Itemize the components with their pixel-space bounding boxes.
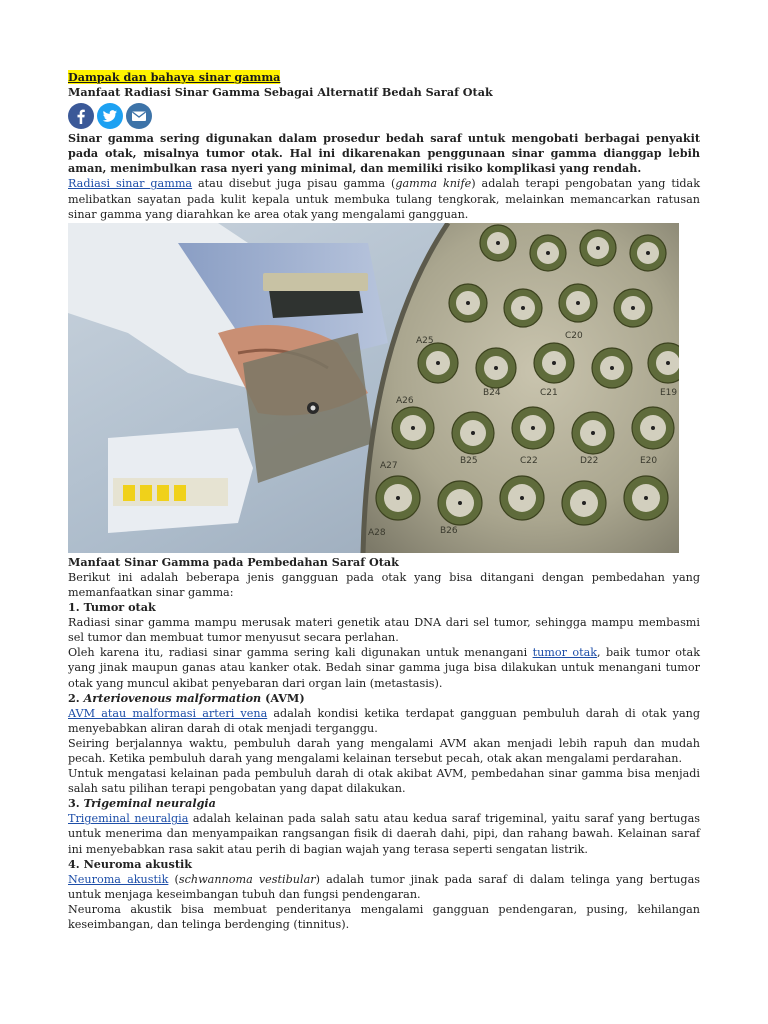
item-heading-trigeminal: 3. Trigeminal neuralgia bbox=[68, 796, 216, 811]
twitter-icon bbox=[97, 103, 123, 129]
article bbox=[68, 70, 700, 932]
intro-definition: Radiasi sinar gamma atau disebut juga pisau gamma (gamma knife) adalah terapi pengobatan yang tidak melibatkan sayatan pada kulit kepala untuk membuka tulang tengkorak, melainkan memancarkan ratusan sinar gamma yang diarahkan ke area otak yang mengalami gangguan. bbox=[68, 177, 701, 221]
photo-label: E19 bbox=[660, 387, 678, 398]
section-lead: Berikut ini adalah beberapa jenis gangguan pada otak yang bisa ditangani dengan pembedahan yang memanfaatkan sinar gamma: bbox=[68, 570, 700, 599]
facebook-share-button[interactable] bbox=[68, 103, 94, 129]
facebook-icon bbox=[68, 103, 94, 129]
intro bbox=[68, 131, 700, 222]
photo-label: A25 bbox=[416, 335, 434, 346]
share-bar bbox=[68, 103, 700, 129]
twitter-share-button[interactable] bbox=[97, 103, 123, 129]
email-icon bbox=[126, 103, 152, 129]
photo-label: C22 bbox=[520, 455, 538, 466]
article-subtitle: Manfaat Radiasi Sinar Gamma Sebagai Alternatif Bedah Saraf Otak bbox=[68, 85, 493, 100]
avm-paragraph-3: Untuk mengatasi kelainan pada pembuluh darah di otak akibat AVM, pembedahan sinar gamma bisa menjadi salah satu pilihan terapi pengobatan yang dapat dilakukan. bbox=[68, 767, 700, 796]
item-heading-neuroma: 4. Neuroma akustik bbox=[68, 856, 192, 871]
link-avm[interactable]: AVM atau malformasi arteri vena bbox=[68, 706, 268, 720]
link-tumor-otak[interactable]: tumor otak bbox=[532, 646, 598, 660]
photo-label: B26 bbox=[440, 525, 458, 536]
photo-label: C21 bbox=[540, 387, 558, 398]
photo-label: A27 bbox=[380, 460, 398, 471]
neuroma-paragraph-2: Neuroma akustik bisa membuat penderitanya mengalami gangguan pendengaran, pusing, kehilangan keseimbangan, dan telinga berdenging (tinnitus). bbox=[68, 902, 700, 931]
neuroma-paragraph-1: Neuroma akustik (schwannoma vestibular) adalah tumor jinak pada saraf di dalam telinga yang bertugas untuk menjaga keseimbangan tubuh dan fungsi pendengaran. bbox=[68, 872, 700, 901]
email-share-button[interactable] bbox=[126, 103, 152, 129]
avm-paragraph-2: Seiring berjalannya waktu, pembuluh darah yang mengalami AVM akan menjadi lebih rapuh dan mudah pecah. Ketika pembuluh darah yang mengalami kelainan tersebut pecah, otak akan mengalami perdarahan. bbox=[68, 736, 700, 765]
photo-label: A28 bbox=[368, 527, 386, 538]
avm-paragraph-1: AVM atau malformasi arteri vena adalah kondisi ketika terdapat gangguan pembuluh darah di otak yang menyebabkan aliran darah di otak menjadi terganggu. bbox=[68, 706, 700, 735]
gamma-knife-photo bbox=[68, 223, 679, 553]
photo-label: A26 bbox=[396, 395, 414, 406]
tumor-paragraph-2: Oleh karena itu, radiasi sinar gamma sering kali digunakan untuk menangani tumor otak, baik tumor otak yang jinak maupun ganas atau kanker otak. Bedah sinar gamma juga bisa dilakukan untuk menangani tumor otak yang muncul akibat penyebaran dari organ lain (metastasis). bbox=[68, 646, 700, 690]
photo-label: D22 bbox=[580, 455, 599, 466]
photo-label: E20 bbox=[640, 455, 658, 466]
intro-paragraph: Sinar gamma sering digunakan dalam prosedur bedah saraf untuk mengobati berbagai penyakit pada otak, misalnya tumor otak. Hal ini dikarenakan penggunaan sinar gamma dianggap lebih aman, menimbulkan rasa nyeri yang minimal, dan memiliki risiko komplikasi yang rendah. bbox=[68, 131, 700, 176]
link-trigeminal-neuralgia[interactable]: Trigeminal neuralgia bbox=[68, 812, 189, 826]
photo-label: B25 bbox=[460, 455, 478, 466]
section-heading: Manfaat Sinar Gamma pada Pembedahan Saraf Otak bbox=[68, 554, 399, 569]
title-link[interactable]: Dampak dan bahaya sinar gamma bbox=[68, 70, 281, 84]
trigeminal-paragraph: Trigeminal neuralgia adalah kelainan pada salah satu atau kedua saraf trigeminal, yaitu saraf yang bertugas untuk menerima dan menyampaikan rangsangan fisik di daerah dahi, pipi, dan rahang bawah. Kelainan saraf ini menyebabkan rasa sakit atau perih di bagian wajah yang terasa seperti sengatan listrik. bbox=[68, 812, 701, 856]
item-heading-avm: 2. Arteriovenous malformation (AVM) bbox=[68, 690, 305, 705]
link-radiasi-sinar-gamma[interactable]: Radiasi sinar gamma bbox=[68, 177, 193, 191]
tumor-paragraph-1: Radiasi sinar gamma mampu merusak materi genetik atau DNA dari sel tumor, sehingga mampu membasmi sel tumor dan membuat tumor menyusut secara perlahan. bbox=[68, 616, 700, 645]
item-heading-tumor: 1. Tumor otak bbox=[68, 600, 156, 615]
photo-label: B24 bbox=[483, 387, 501, 398]
link-neuroma-akustik[interactable]: Neuroma akustik bbox=[68, 872, 169, 886]
photo-label: C20 bbox=[565, 330, 583, 341]
